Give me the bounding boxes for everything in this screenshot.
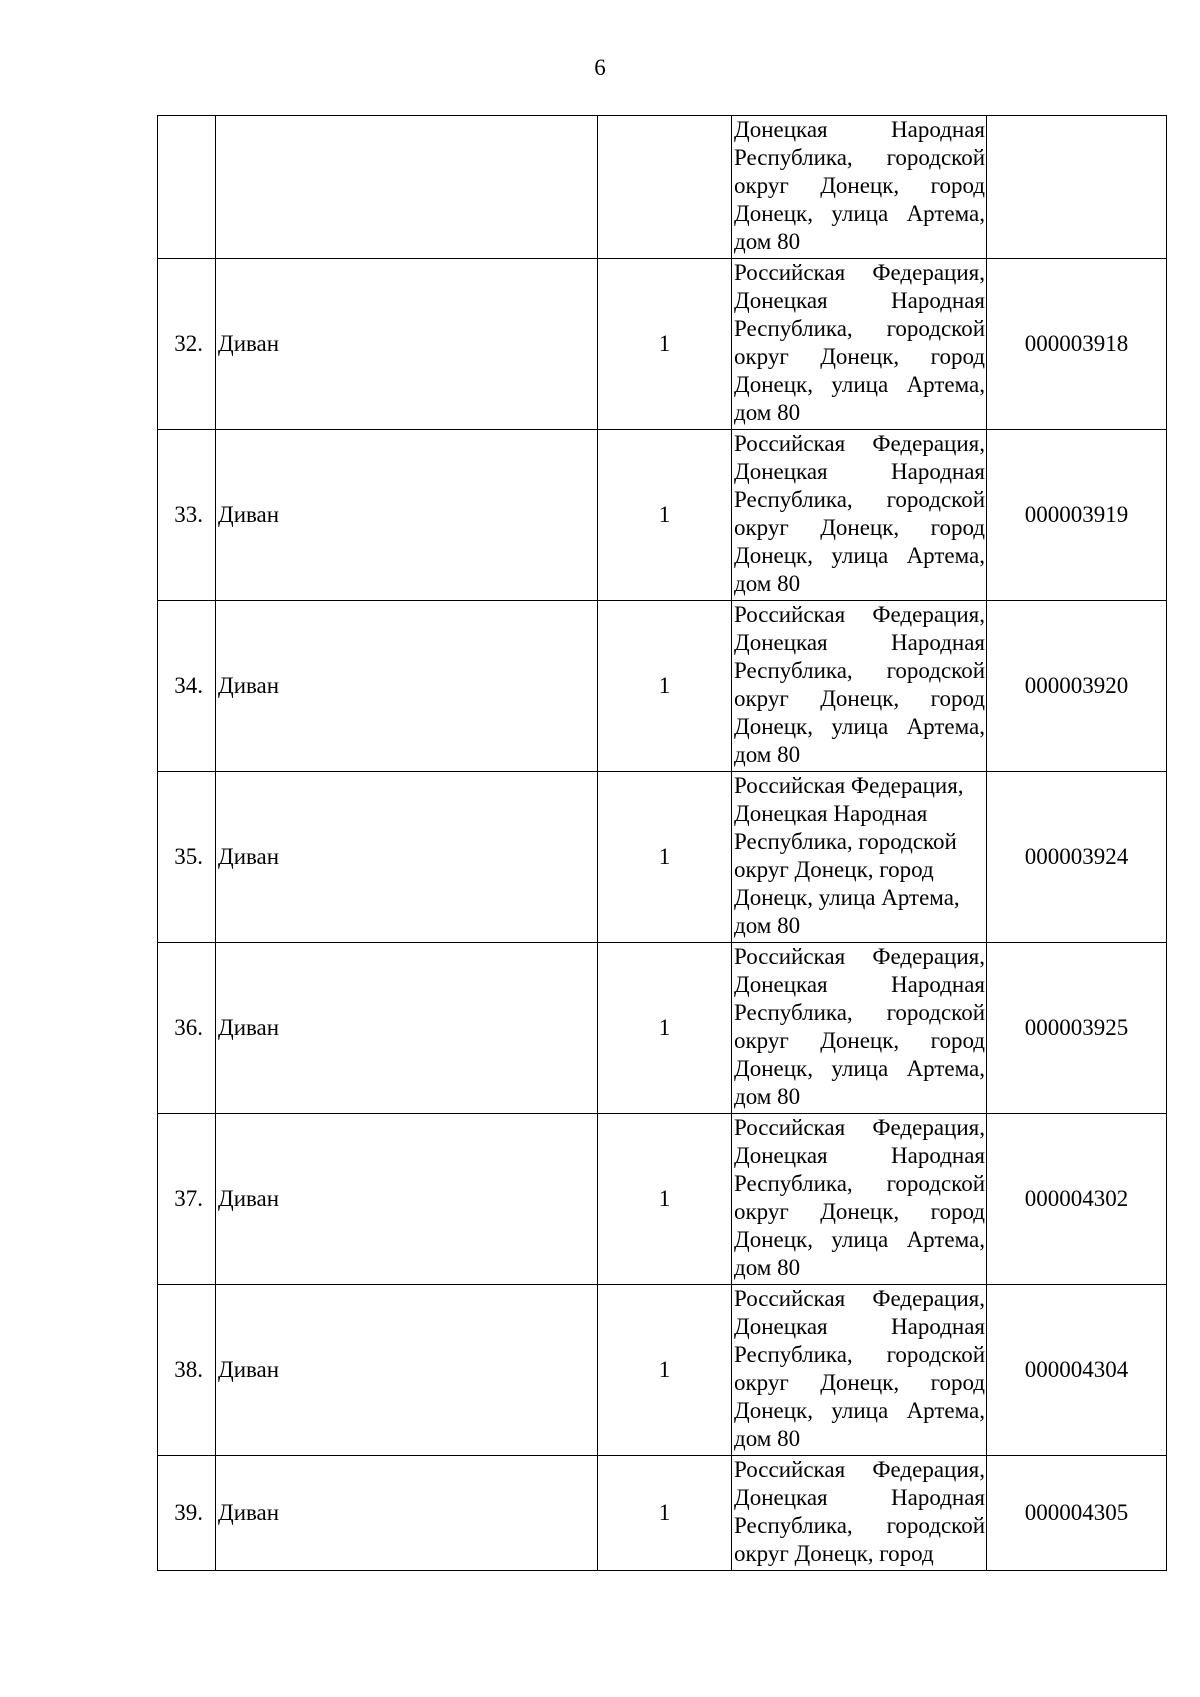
item-name: Диван bbox=[216, 430, 598, 601]
item-address-cell bbox=[732, 1456, 987, 1571]
item-name: Диван bbox=[216, 1456, 598, 1571]
inventory-number: 000004304 bbox=[987, 1285, 1167, 1456]
item-address-cell bbox=[732, 116, 987, 259]
row-number: 32. bbox=[158, 259, 216, 430]
table-row bbox=[158, 259, 1167, 430]
item-quantity bbox=[598, 116, 732, 259]
item-address-cell bbox=[732, 772, 987, 943]
item-name: Диван bbox=[216, 943, 598, 1114]
item-address-cell bbox=[732, 259, 987, 430]
table-row bbox=[158, 601, 1167, 772]
table-row bbox=[158, 943, 1167, 1114]
inventory-number: 000003918 bbox=[987, 259, 1167, 430]
inventory-number bbox=[987, 116, 1167, 259]
item-address: Российская Федерация, Донецкая Народная Республика, городской округ Донецк, город Донецк, улица Артема, дом 80 bbox=[734, 773, 964, 938]
item-address-cell bbox=[732, 430, 987, 601]
item-address: Российская Федерация, Донецкая Народная Республика, городской округ Донецк, город Донецк, улица Артема, дом 80 bbox=[734, 260, 985, 425]
item-quantity: 1 bbox=[598, 1456, 732, 1571]
item-address: Российская Федерация, Донецкая Народная Республика, городской округ Донецк, город Донецк, улица Артема, дом 80 bbox=[734, 1115, 985, 1280]
item-quantity: 1 bbox=[598, 259, 732, 430]
row-number bbox=[158, 116, 216, 259]
table-row bbox=[158, 772, 1167, 943]
item-address-cell bbox=[732, 1114, 987, 1285]
item-address-cell bbox=[732, 943, 987, 1114]
item-address: Российская Федерация, Донецкая Народная Республика, городской округ Донецк, город Донецк, улица Артема, дом 80 bbox=[734, 602, 985, 767]
item-address: Российская Федерация, Донецкая Народная Республика, городской округ Донецк, город Донецк, улица Артема, дом 80 bbox=[734, 431, 985, 596]
item-name: Диван bbox=[216, 601, 598, 772]
row-number: 35. bbox=[158, 772, 216, 943]
inventory-number: 000003924 bbox=[987, 772, 1167, 943]
inventory-number: 000003920 bbox=[987, 601, 1167, 772]
item-name: Диван bbox=[216, 1114, 598, 1285]
row-number: 33. bbox=[158, 430, 216, 601]
item-quantity: 1 bbox=[598, 943, 732, 1114]
item-quantity: 1 bbox=[598, 772, 732, 943]
inventory-number: 000004305 bbox=[987, 1456, 1167, 1571]
table-row bbox=[158, 116, 1167, 259]
item-name: Диван bbox=[216, 1285, 598, 1456]
inventory-number: 000003925 bbox=[987, 943, 1167, 1114]
table-row bbox=[158, 1456, 1167, 1571]
item-quantity: 1 bbox=[598, 430, 732, 601]
item-address-cell bbox=[732, 1285, 987, 1456]
inventory-table bbox=[157, 115, 1167, 1571]
item-address-cell bbox=[732, 601, 987, 772]
table-row bbox=[158, 430, 1167, 601]
item-name: Диван bbox=[216, 772, 598, 943]
row-number: 34. bbox=[158, 601, 216, 772]
item-address: Российская Федерация, Донецкая Народная Республика, городской округ Донецк, город Донецк, улица Артема, дом 80 bbox=[734, 1286, 985, 1451]
inventory-number: 000004302 bbox=[987, 1114, 1167, 1285]
item-quantity: 1 bbox=[598, 1285, 732, 1456]
row-number: 36. bbox=[158, 943, 216, 1114]
item-address: Российская Федерация, Донецкая Народная Республика, городской округ Донецк, город Донецк, улица Артема, дом 80 bbox=[734, 944, 985, 1109]
page-number: 6 bbox=[594, 55, 606, 80]
item-address: Донецкая Народная Республика, городской округ Донецк, город Донецк, улица Артема, дом 80 bbox=[734, 117, 985, 254]
item-quantity: 1 bbox=[598, 1114, 732, 1285]
row-number: 39. bbox=[158, 1456, 216, 1571]
inventory-number: 000003919 bbox=[987, 430, 1167, 601]
table-row bbox=[158, 1114, 1167, 1285]
item-quantity: 1 bbox=[598, 601, 732, 772]
item-name: Диван bbox=[216, 259, 598, 430]
row-number: 37. bbox=[158, 1114, 216, 1285]
table-row bbox=[158, 1285, 1167, 1456]
row-number: 38. bbox=[158, 1285, 216, 1456]
item-address: Российская Федерация, Донецкая Народная Республика, городской округ Донецк, город bbox=[734, 1457, 985, 1566]
item-name bbox=[216, 116, 598, 259]
